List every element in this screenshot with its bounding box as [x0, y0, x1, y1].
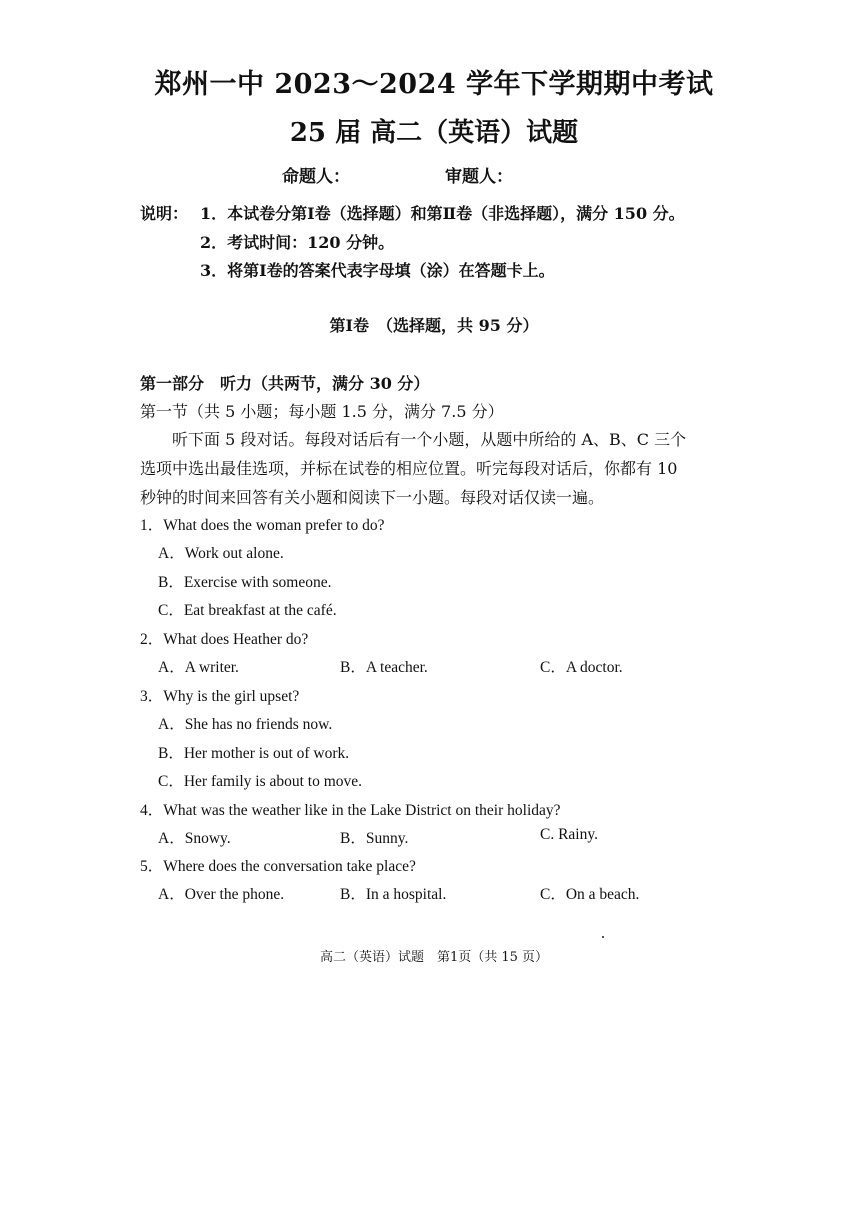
- exam-title: 郑州一中 2023～2024 学年下学期期中考试: [154, 69, 714, 100]
- q4-option-a: A．Snowy.: [158, 830, 231, 847]
- q3-option-b: B．Her mother is out of work.: [158, 745, 350, 762]
- instruction-item-2: 2．考试时间：120 分钟。: [200, 233, 395, 252]
- directions-line-2: 选项中选出最佳选项，并标在试卷的相应位置。听完每段对话后，你都有 10: [140, 459, 678, 478]
- q4-option-b: B．Sunny.: [340, 830, 409, 847]
- section1-title: 第一节（共 5 小题；每小题 1.5 分，满分 7.5 分）: [140, 402, 504, 421]
- q1-option-c: C．Eat breakfast at the café.: [158, 602, 337, 619]
- q2-option-b: B．A teacher.: [340, 659, 428, 676]
- q2-option-c: C．A doctor.: [540, 659, 623, 676]
- q5-option-a: A．Over the phone.: [158, 886, 285, 903]
- page-footer: 高二（英语）试题 第1页（共 15 页）: [319, 950, 549, 965]
- q1-option-b: B．Exercise with someone.: [158, 574, 332, 591]
- question-3: 3．Why is the girl upset?: [140, 688, 300, 705]
- reviewer-label: 审题人：: [445, 167, 513, 187]
- q4-option-c: C. Rainy.: [540, 826, 598, 843]
- author-label: 命题人：: [282, 167, 350, 187]
- directions-line-1: 听下面 5 段对话。每段对话后有一个小题，从题中所给的 A、B、C 三个: [172, 430, 687, 449]
- question-5: 5．Where does the conversation take place?: [140, 858, 416, 875]
- part1-title: 第一部分 听力（共两节，满分 30 分）: [140, 374, 430, 393]
- q2-option-a: A．A writer.: [158, 659, 239, 676]
- author-line: [282, 162, 513, 187]
- q1-option-a: A．Work out alone.: [158, 545, 284, 562]
- q3-option-a: A．She has no friends now.: [158, 716, 333, 733]
- q3-option-c: C．Her family is about to move.: [158, 773, 363, 790]
- directions-line-3: 秒钟的时间来回答有关小题和阅读下一小题。每段对话仅读一遍。: [140, 488, 605, 507]
- question-2: 2．What does Heather do?: [140, 631, 309, 648]
- question-1: 1．What does the woman prefer to do?: [140, 517, 385, 534]
- instruction-item-1: 1．本试卷分第Ⅰ卷（选择题）和第Ⅱ卷（非选择题），满分 150 分。: [200, 204, 685, 223]
- q5-option-b: B．In a hospital.: [340, 886, 447, 903]
- question-4: 4．What was the weather like in the Lake District on their holiday?: [140, 802, 561, 819]
- volume-title: 第Ⅰ卷 （选择题，共 95 分）: [329, 316, 539, 335]
- exam-subtitle: 25 届 高二（英语）试题: [289, 118, 579, 148]
- instructions-label: 说明：: [140, 204, 189, 223]
- instruction-item-3: 3．将第Ⅰ卷的答案代表字母填（涂）在答题卡上。: [200, 261, 555, 280]
- q5-option-c: C．On a beach.: [540, 886, 640, 903]
- scan-speck: [602, 936, 604, 938]
